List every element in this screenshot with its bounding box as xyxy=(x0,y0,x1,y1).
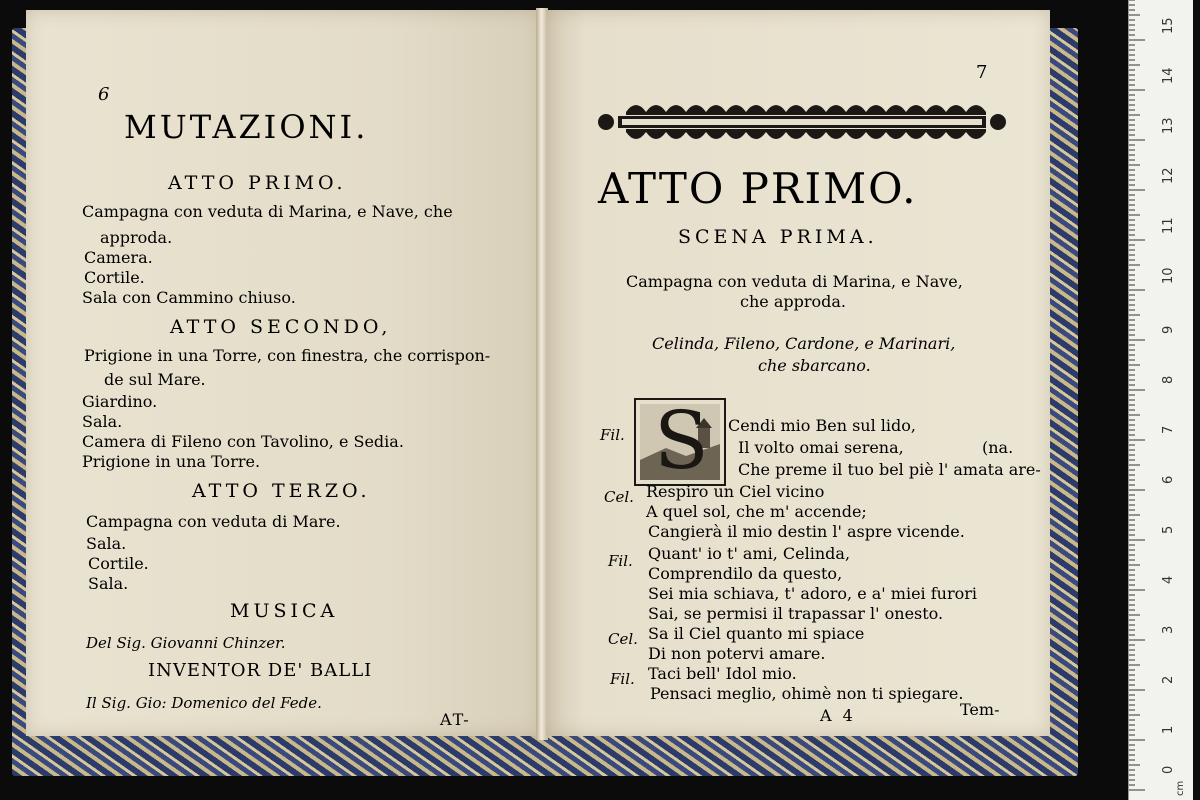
act3-line: Cortile. xyxy=(88,554,149,573)
act1-line: Camera. xyxy=(84,248,153,267)
ruler-number: 6 xyxy=(1161,475,1176,484)
ruler-number: 10 xyxy=(1161,267,1176,284)
speaker-label: Fil. xyxy=(600,426,625,444)
act2-line: Sala. xyxy=(82,412,123,431)
dialogue-line: Pensaci meglio, ohimè non ti spiegare. xyxy=(650,684,964,703)
ruler-number: 3 xyxy=(1161,625,1176,634)
musica-heading: MUSICA xyxy=(230,600,339,622)
act2-line: Prigione in una Torre, con finestra, che corrispon- xyxy=(84,346,491,365)
dialogue-line: Taci bell' Idol mio. xyxy=(648,664,797,683)
ruler-number: 1 xyxy=(1161,725,1176,734)
dialogue-line: Sei mia schiava, t' adoro, e a' miei furori xyxy=(648,584,978,603)
ruler-number: 14 xyxy=(1161,67,1176,84)
act1-line: Campagna con veduta di Marina, e Nave, che xyxy=(82,202,453,221)
ruler-number: 0 xyxy=(1161,765,1176,774)
dialogue-line: Sa il Ciel quanto mi spiace xyxy=(648,624,865,643)
ruler-number: 2 xyxy=(1161,675,1176,684)
dialogue-line: (na. xyxy=(982,438,1014,457)
ruler-number: 7 xyxy=(1161,425,1176,434)
speaker-label: Cel. xyxy=(604,488,634,506)
ruler-number: 12 xyxy=(1161,167,1176,184)
act3-line: Campagna con veduta di Mare. xyxy=(86,512,341,531)
decorated-initial xyxy=(634,394,726,487)
dialogue-line: Cendi mio Ben sul lido, xyxy=(728,416,916,435)
dialogue-line: Che preme il tuo bel piè l' amata are- xyxy=(738,460,1041,479)
dialogue-line: Sai, se permisi il trapassar l' onesto. xyxy=(648,604,944,623)
ruler-number: 9 xyxy=(1161,325,1176,334)
scene-heading: SCENA PRIMA. xyxy=(678,226,878,248)
speaker-label: Fil. xyxy=(610,670,635,688)
act1-line: approda. xyxy=(100,228,173,247)
balli-credit: Il Sig. Gio: Domenico del Fede. xyxy=(86,694,322,712)
speaker-label: Fil. xyxy=(608,552,633,570)
act1-line: Cortile. xyxy=(84,268,145,287)
left-catchword: AT- xyxy=(440,710,471,729)
dialogue-line: Il volto omai serena, xyxy=(738,438,904,457)
act2-line: de sul Mare. xyxy=(104,370,206,389)
characters-line: Celinda, Fileno, Cardone, e Marinari, xyxy=(652,334,956,353)
act2-line: Giardino. xyxy=(82,392,158,411)
act2-heading: ATTO SECONDO, xyxy=(170,316,392,338)
ruler-number: 8 xyxy=(1161,375,1176,384)
setting-line: Campagna con veduta di Marina, e Nave, xyxy=(626,272,963,291)
act3-line: Sala. xyxy=(86,534,127,553)
right-page-number: 7 xyxy=(976,62,988,83)
measurement-ruler xyxy=(1128,0,1193,800)
dialogue-line: Cangierà il mio destin l' aspre vicende. xyxy=(648,522,965,541)
balli-heading: INVENTOR DE' BALLI xyxy=(148,660,373,681)
dialogue-line: Quant' io t' ami, Celinda, xyxy=(648,544,851,563)
act3-heading: ATTO TERZO. xyxy=(192,480,371,502)
ruler-number: 5 xyxy=(1161,525,1176,534)
act1-heading: ATTO PRIMO. xyxy=(168,172,347,194)
left-page-title: MUTAZIONI. xyxy=(124,108,369,146)
dialogue-line: Comprendilo da questo, xyxy=(648,564,843,583)
ornament-icon xyxy=(596,98,1008,146)
setting-line: che approda. xyxy=(740,292,846,311)
musica-credit: Del Sig. Giovanni Chinzer. xyxy=(86,634,286,652)
left-page-number: 6 xyxy=(98,84,110,105)
act2-line: Prigione in una Torre. xyxy=(82,452,261,471)
dialogue-line: Respiro un Ciel vicino xyxy=(646,482,825,501)
act1-line: Sala con Cammino chiuso. xyxy=(82,288,296,307)
ruler-unit: cm xyxy=(1175,780,1186,796)
act3-line: Sala. xyxy=(88,574,129,593)
dialogue-line: Di non potervi amare. xyxy=(648,644,826,663)
signature-mark: A 4 xyxy=(820,706,856,725)
right-catchword: Tem- xyxy=(960,700,1000,719)
dialogue-line: A quel sol, che m' accende; xyxy=(646,502,867,521)
ruler-number: 13 xyxy=(1161,117,1176,134)
ruler-number: 15 xyxy=(1161,17,1176,34)
initial-letter: S xyxy=(654,394,709,487)
right-page-title: ATTO PRIMO. xyxy=(598,164,918,213)
act2-line: Camera di Fileno con Tavolino, e Sedia. xyxy=(82,432,404,451)
characters-line: che sbarcano. xyxy=(758,356,871,375)
ruler-number: 11 xyxy=(1161,217,1176,234)
ruler-number: 4 xyxy=(1161,575,1176,584)
speaker-label: Cel. xyxy=(608,630,638,648)
